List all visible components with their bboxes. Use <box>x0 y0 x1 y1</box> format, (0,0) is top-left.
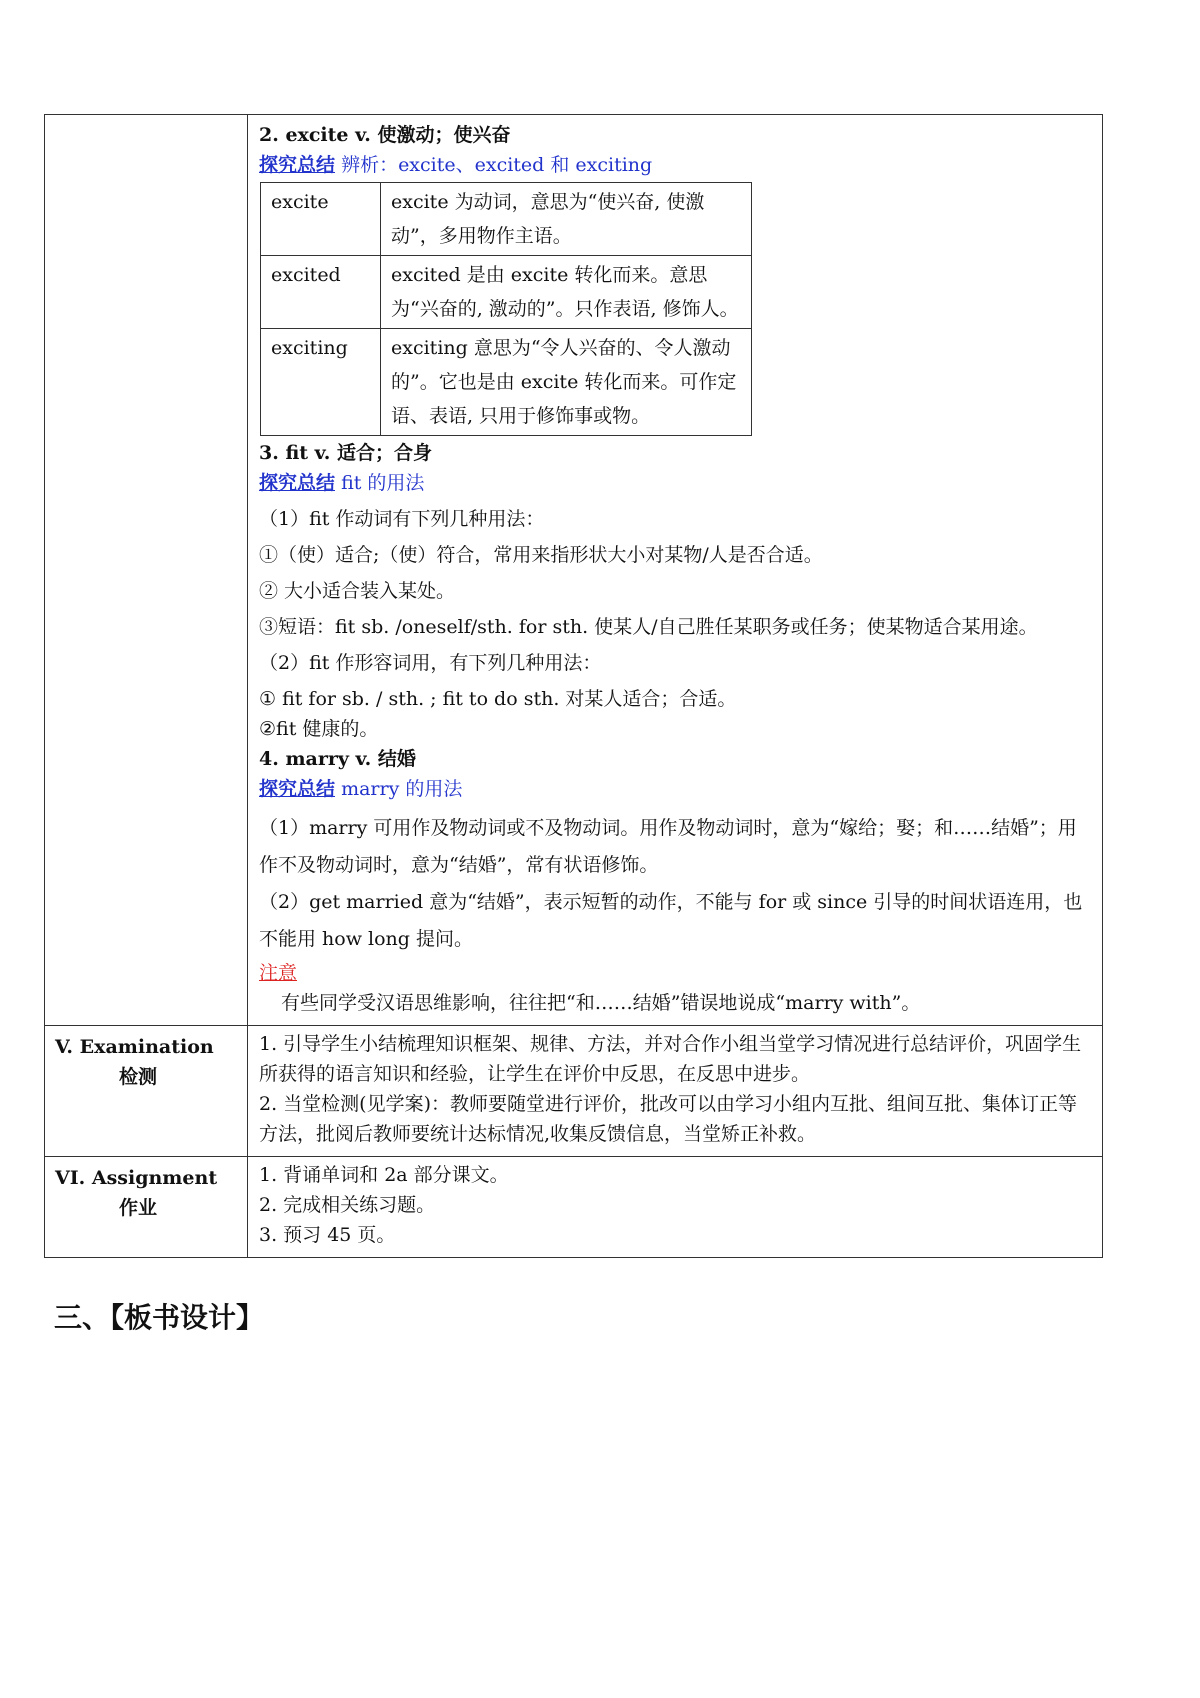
examination-cell <box>248 1026 1103 1157</box>
table-row <box>261 183 752 256</box>
table-row <box>261 256 752 329</box>
lesson-table <box>44 114 1103 1258</box>
item3-tag: 探究总结 <box>259 472 336 494</box>
item3-line: （2）fit 作形容词用，有下列几种用法： <box>259 652 602 674</box>
attention-text: 有些同学受汉语思维影响，往往把“和……结婚”错误地说成“marry with”。 <box>281 992 921 1014</box>
assignment-label-en: VI. Assignment <box>55 1167 218 1189</box>
examination-row <box>45 1026 1103 1157</box>
table-row <box>261 329 752 436</box>
assignment-label-cn: 作业 <box>119 1197 158 1219</box>
assignment-cell <box>248 1157 1103 1258</box>
desc-cell: exciting 意思为“令人兴奋的、令人激动的”。它也是由 excite 转化而来。可作定语、表语, 只用于修饰事或物。 <box>381 329 752 436</box>
desc-cell: excite 为动词，意思为“使兴奋, 使激动”，多用物作主语。 <box>381 183 752 256</box>
word-cell: excite <box>261 183 381 256</box>
examination-line: 1. 引导学生小结梳理知识框架、规律、方法，并对合作小组当堂学习情况进行总结评价，巩固学生所获得的语言知识和经验，让学生在评价中反思，在反思中进步。 <box>259 1033 1082 1085</box>
vocabulary-row <box>45 115 1103 1026</box>
section-title: 三、【板书设计】 <box>54 1301 265 1334</box>
word-cell: exciting <box>261 329 381 436</box>
assignment-label <box>45 1157 248 1258</box>
examination-line: 2. 当堂检测(见学案)：教师要随堂进行评价，批改可以由学习小组内互批、组间互批、集体订正等方法，批阅后教师要统计达标情况,收集反馈信息，当堂矫正补救。 <box>259 1093 1077 1145</box>
item4-tag: 探究总结 <box>259 778 336 800</box>
assignment-line: 2. 完成相关练习题。 <box>259 1194 436 1216</box>
item2-heading: 2. excite v. 使激动；使兴奋 <box>259 124 511 146</box>
item4-line: （2）get married 意为“结婚”，表示短暂的动作，不能与 for 或 since 引导的时间状语连用，也不能用 how long 提问。 <box>259 891 1083 950</box>
item2-tag: 探究总结 <box>259 154 336 176</box>
examination-label-cn: 检测 <box>119 1066 158 1088</box>
examination-label <box>45 1026 248 1157</box>
item3-line: （1）fit 作动词有下列几种用法： <box>259 508 545 530</box>
word-cell: excited <box>261 256 381 329</box>
assignment-line: 3. 预习 45 页。 <box>259 1224 396 1246</box>
item4-heading: 4. marry v. 结婚 <box>259 748 416 770</box>
item3-line: ① fit for sb. / sth. ; fit to do sth. 对某人适合；合适。 <box>259 688 737 710</box>
item3-heading: 3. fit v. 适合；合身 <box>259 442 433 464</box>
empty-label-cell <box>45 115 248 1026</box>
item3-line: ③短语：fit sb. /oneself/sth. for sth. 使某人/自己胜任某职务或任务；使某物适合某用途。 <box>259 616 1038 638</box>
examination-label-en: V. Examination <box>55 1036 214 1058</box>
attention-label: 注意 <box>259 962 298 984</box>
item4-note: marry 的用法 <box>341 778 463 800</box>
excite-comparison-table <box>260 182 752 436</box>
item3-note: fit 的用法 <box>341 472 425 494</box>
assignment-line: 1. 背诵单词和 2a 部分课文。 <box>259 1164 509 1186</box>
vocabulary-cell <box>248 115 1103 1026</box>
assignment-row <box>45 1157 1103 1258</box>
item3-line: ② 大小适合装入某处。 <box>259 580 456 602</box>
item4-line: （1）marry 可用作及物动词或不及物动词。用作及物动词时，意为“嫁给；娶；和……结婚”；用作不及物动词时，意为“结婚”，常有状语修饰。 <box>259 817 1077 876</box>
item3-line: ②fit 健康的。 <box>259 718 379 740</box>
item3-line: ①（使）适合;（使）符合，常用来指形状大小对某物/人是否合适。 <box>259 544 823 566</box>
item2-note: 辨析：excite、excited 和 exciting <box>341 154 653 176</box>
desc-cell: excited 是由 excite 转化而来。意思为“兴奋的, 激动的”。只作表语, 修饰人。 <box>381 256 752 329</box>
